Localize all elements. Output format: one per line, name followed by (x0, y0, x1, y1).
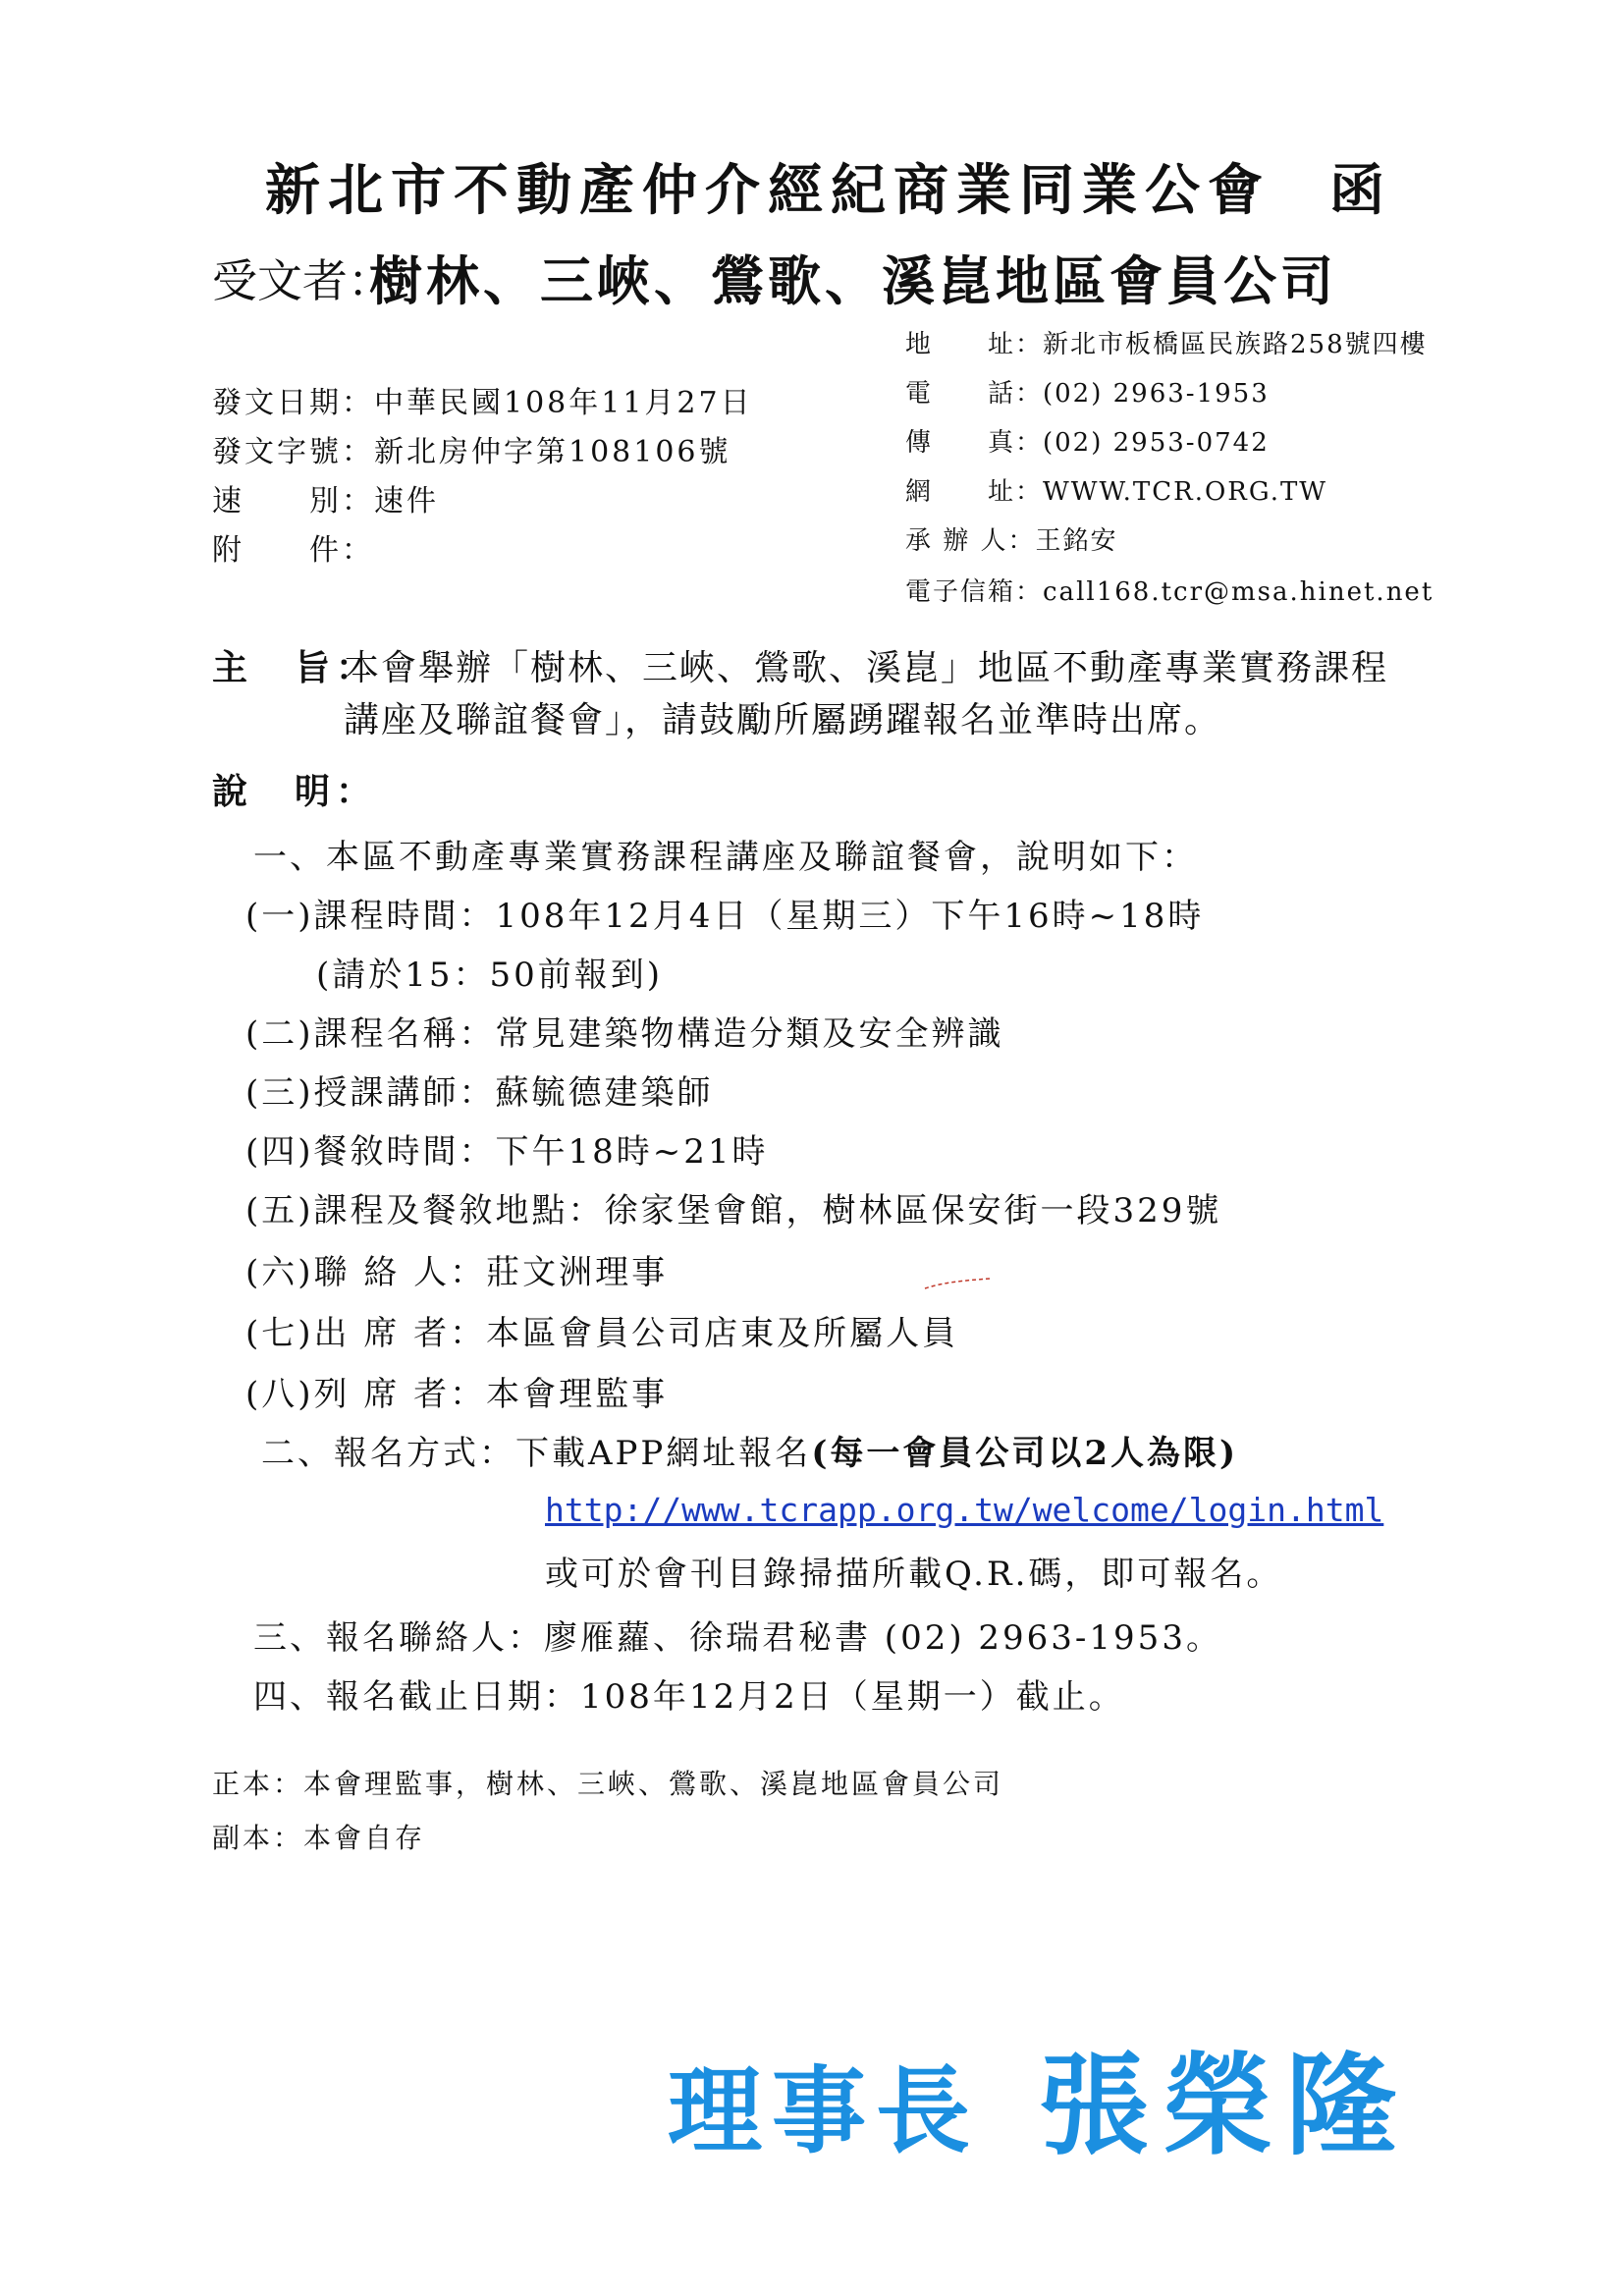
qr-code-note: 或可於會刊目錄掃描所載Q.R.碼，即可報名。 (545, 1555, 1283, 1594)
signature-title: 理事長 (668, 2056, 980, 2166)
contact-handler: 承 辦 人：王銘安 (905, 526, 1118, 556)
purpose-line-2: 講座及聯誼餐會」，請鼓勵所屬踴躍報名並準時出席。 (344, 700, 1222, 740)
issue-date: 發文日期：中華民國108年11月27日 (212, 386, 753, 420)
sub-item-lecturer: (三)授課講師：蘇毓德建築師 (245, 1073, 714, 1113)
speed-class: 速 別：速件 (212, 484, 439, 519)
attachment: 附 件： (212, 533, 374, 568)
sub-item-checkin-note: (請於15：50前報到) (316, 956, 664, 995)
sub-item-attendees: (七)出 席 者：本區會員公司店東及所屬人員 (245, 1314, 959, 1353)
sub-item-venue: (五)課程及餐敘地點：徐家堡會館，樹林區保安街一段329號 (245, 1191, 1222, 1230)
explanation-item-2 (261, 1426, 1238, 1474)
signature-stamp (668, 2018, 1410, 2176)
purpose-line-1: 本會舉辦「樹林、三峽、鶯歌、溪崑」地區不動產專業實務課程 (344, 648, 1389, 688)
registration-link[interactable]: http://www.tcrapp.org.tw/welcome/login.html (545, 1491, 1384, 1529)
recipient-label: 受文者： (212, 254, 393, 307)
registration-limit: (每一會員公司以2人為限) (811, 1434, 1239, 1473)
contact-address: 地 址：新北市板橋區民族路258號四樓 (905, 330, 1428, 359)
document-number: 發文字號：新北房仲字第108106號 (212, 435, 731, 469)
explanation-item-1: 一、本區不動產專業實務課程講座及聯誼餐會，說明如下： (253, 838, 1198, 877)
purpose-label: 主 旨： (212, 647, 378, 688)
distribution-original: 正本：本會理監事，樹林、三峽、鶯歌、溪崑地區會員公司 (212, 1768, 1004, 1800)
document-title (265, 147, 1392, 226)
explanation-item-3: 三、報名聯絡人：廖雁蘿、徐瑞君秘書 (02) 2963-1953。 (253, 1618, 1222, 1658)
explanation-label: 說 明： (212, 771, 378, 812)
contact-phone: 電 話：(02) 2963-1953 (905, 379, 1270, 409)
contact-website: 網 址：WWW.TCR.ORG.TW (905, 477, 1328, 507)
doc-type: 函 (1329, 158, 1392, 223)
contact-email: 電子信箱：call168.tcr@msa.hinet.net (905, 577, 1434, 607)
signature-name: 張榮隆 (1039, 2043, 1410, 2170)
recipient: 樹林、三峽、鶯歌、溪崑地區會員公司 (369, 249, 1337, 312)
sub-item-course-name: (二)課程名稱：常見建築物構造分類及安全辨識 (245, 1014, 1004, 1054)
sub-item-course-time: (一)課程時間：108年12月4日（星期三）下午16時~18時 (245, 897, 1205, 936)
sub-item-dinner-time: (四)餐敘時間：下午18時~21時 (245, 1132, 769, 1172)
registration-method: 二、報名方式：下載APP網址報名 (261, 1434, 812, 1473)
sub-item-observers: (八)列 席 者：本會理監事 (245, 1375, 669, 1414)
contact-fax: 傳 真：(02) 2953-0742 (905, 428, 1270, 458)
explanation-item-4: 四、報名截止日期：108年12月2日（星期一）截止。 (253, 1677, 1125, 1717)
sub-item-contact-person: (六)聯 絡 人：莊文洲理事 (245, 1253, 669, 1292)
org-name: 新北市不動產仲介經紀商業同業公會 (265, 158, 1271, 223)
pen-mark (923, 1277, 992, 1290)
distribution-copy: 副本：本會自存 (212, 1822, 426, 1854)
